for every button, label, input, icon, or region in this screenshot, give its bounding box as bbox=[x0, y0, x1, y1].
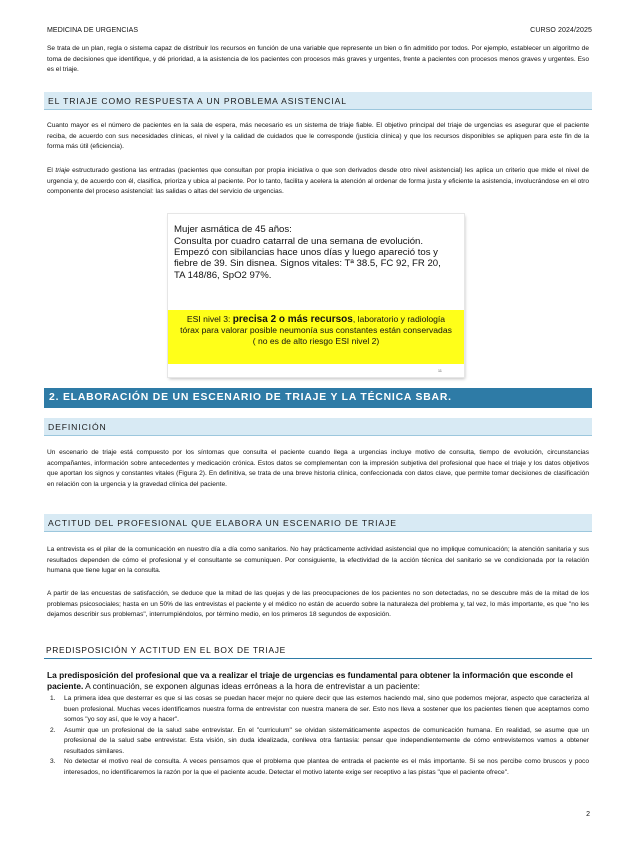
esi-rest-text: , laboratorio y radiología tórax para valorar posible neumonía sus constantes están conservadas ( no es de alto riesgo ESI nivel 2) bbox=[180, 314, 452, 346]
predisposicion-lead-rest: A continuación, se exponen algunas ideas erróneas a la hora de entrevistar a un paciente: bbox=[83, 681, 420, 691]
misconceptions-list bbox=[47, 694, 589, 778]
section-heading-sbar bbox=[44, 388, 592, 408]
case-description: Consulta por cuadro catarral de una semana de evolución. Empezó con sibilancias hace unos días y luego apareció tos y fiebre de 39. Sin disnea. Signos vitales: Tª 38.5, FC 92, FR 20, TA 148/86, SpO2 97%. bbox=[174, 236, 441, 281]
esi-level-text bbox=[178, 314, 454, 347]
section-heading-actitud bbox=[44, 514, 592, 532]
section-heading-actitud-label: ACTITUD DEL PROFESIONAL QUE ELABORA UN ESCENARIO DE TRIAJE bbox=[48, 518, 397, 528]
running-header-left: MEDICINA DE URGENCIAS bbox=[47, 27, 139, 34]
running-header-right: CURSO 2024/2025 bbox=[530, 27, 592, 34]
triaje-p2-rest: estructurado gestiona las entradas (pacientes que consultan por propia iniciativa o que son derivados desde otro nivel asistencial) les aplica un criterio que mide el nivel de urgencia y, de acuerdo con él, clasifica, prioriza y ubica al paciente. Por lo tanto, facilita y acelera la atención al ordenar de forma justa y eficiente la asistencia, involucrándose en el otro componente del proceso asistencial: las salidas o altas del servicio de urgencias. bbox=[47, 167, 589, 196]
list-item-number: 1. bbox=[50, 695, 56, 702]
case-title: Mujer asmática de 45 años: bbox=[174, 224, 292, 235]
section-heading-definicion bbox=[44, 418, 592, 436]
list-item bbox=[47, 694, 589, 726]
esi-prefix: ESI nivel 3: bbox=[186, 314, 233, 324]
list-item bbox=[47, 757, 589, 778]
section-heading-definicion-label: DEFINICIÓN bbox=[48, 422, 107, 432]
actitud-paragraph-2: A partir de las encuestas de satisfacción, se deduce que la mitad de las quejas y de las preocupaciones de los pacientes no son detectadas, no se descubre más de la mitad de los problemas psicosociales; hasta en un 50% de las entrevistas el paciente y el médico no están de acuerdo sobre la naturaleza del problema y, tal vez, lo más importante, es que "no les dejamos describir sus problemas", interrumpiéndolos, por término medio, en los primeros 18 segundos de exposición. bbox=[47, 590, 589, 619]
esi-level-highlight bbox=[168, 310, 464, 364]
section-heading-predisposicion-label: PREDISPOSICIÓN Y ACTITUD EN EL BOX DE TRIAJE bbox=[46, 645, 286, 655]
case-example-figure bbox=[168, 214, 464, 377]
triaje-paragraph-1: Cuanto mayor es el número de pacientes en la sala de espera, más necesario es un sistema de triaje fiable. El objetivo principal del triaje de urgencias es asegurar que el paciente reciba, de acuerdo con sus necesidades clínicas, el nivel y la calidad de cuidados que le corresponde (justicia clínica) y que los recursos disponibles se apliquen para este fin de la forma más útil (eficiencia). bbox=[47, 122, 589, 151]
slide-number: 11 bbox=[437, 368, 442, 373]
section-heading-triaje bbox=[44, 92, 592, 110]
esi-bold-text: precisa 2 o más recursos bbox=[232, 314, 353, 325]
list-item-number: 3. bbox=[50, 758, 56, 765]
intro-paragraph: Se trata de un plan, regla o sistema capaz de distribuir los recursos en función de una variable que represente un bien o fin admitido por todos. Por ejemplo, establecer un algoritmo de toma de decisiones que identifique, y dé prioridad, a la asistencia de los pacientes con procesos más graves y urgentes, frente a pacientes con procesos menos graves y urgentes. Eso es el triaje. bbox=[47, 45, 589, 74]
triaje-paragraph-2 bbox=[47, 166, 589, 198]
section-heading-sbar-label: 2. ELABORACIÓN DE UN ESCENARIO DE TRIAJE Y LA TÉCNICA SBAR. bbox=[49, 392, 452, 403]
predisposicion-lead bbox=[47, 670, 589, 692]
triaje-p2-start: El bbox=[47, 167, 56, 174]
predisposicion-lead-bold: La predisposición del profesional que va a realizar el triaje de urgencias es fundamental para obtener la información que esconde el paciente. bbox=[47, 670, 573, 691]
list-item-text: No detectar el motivo real de consulta. A veces pensamos que el problema que plantea de entrada el paciente es el más importante. Si se nos percibe como bruscos y poco interesados, no identificaremos la razón por la que el paciente acude. Detectar el motivo latente exige ser receptivo a las pistas "que el paciente ofrece". bbox=[64, 758, 589, 776]
list-item-number: 2. bbox=[50, 726, 56, 734]
actitud-paragraph-1: La entrevista es el pilar de la comunicación en nuestro día a día como sanitarios. No hay prácticamente actividad asistencial que no implique comunicación; la atención sanitaria y sus resultados dependen de cómo el profesional y el consultante se comuniquen. Por consiguiente, la efectividad de la acción técnica del sanitario se ve condicionada por la relación humana que tiene lugar en la consulta. bbox=[47, 546, 589, 575]
list-item-text: La primera idea que desterrar es que si las cosas se puedan hacer mejor no quiere decir que las estemos haciendo mal, sino que podemos mejorar, aspecto que caracteriza al buen profesional. Muchas veces identificamos nuestra forma de entrevistar con nuestra manera de ser. Esto nos lleva a sostener que los pacientes tienen que aceptarnos como somos "yo soy así, que le voy a hacer". bbox=[64, 695, 589, 723]
list-item bbox=[47, 726, 589, 758]
page-number: 2 bbox=[586, 811, 590, 818]
section-heading-triaje-label: EL TRIAJE COMO RESPUESTA A UN PROBLEMA ASISTENCIAL bbox=[48, 96, 347, 106]
list-item-text: Asumir que un profesional de la salud sabe entrevistar. En el "curriculum" se olvidan sistemáticamente aspectos de comunicación humana. En realidad, se asume que un profesional de la salud sabe entrevistar. Esta visión, sin duda idealizada, conlleva otra fantasía: pensar que independientemente de cómo entrevistemos vamos a obtener resultados similares. bbox=[64, 726, 589, 755]
section-heading-predisposicion bbox=[44, 641, 592, 659]
triaje-p2-italic: triaje bbox=[55, 167, 70, 174]
definicion-paragraph: Un escenario de triaje está compuesto por los síntomas que consulta el paciente cuando llega a urgencias incluye motivo de consulta, tiempo de evolución, circunstancias acompañantes, información sobre antecedentes y medicación crónica. Estos datos se complementan con la impresión subjetiva del profesional que hace el triaje y los datos objetivos que aportan los signos y constantes vitales (Figura 2). En definitiva, se trata de una breve historia clínica, confeccionada con datos clave, que permite tomar decisiones de clasificación en relación con la urgencia y la gravedad clínica del paciente. bbox=[47, 449, 589, 488]
